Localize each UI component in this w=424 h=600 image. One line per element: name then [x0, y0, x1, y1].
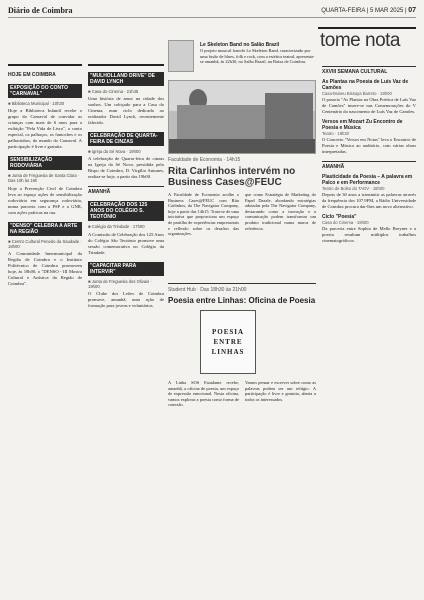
event-text: Uma história de amor na cidade dos sonhos. Um cobiçado para a Casa do Cinema, num ciclo dedicado ao realizador David Lynch, recentemente falecido.	[88, 96, 164, 126]
item-meta: Casa do Cinema · 19h00	[322, 220, 369, 225]
event-meta: ■ Junta de Freguesia de Santa Clara · Das 10h às 16h	[8, 173, 82, 183]
header-date: 5 MAR 2025	[369, 8, 404, 14]
event-meta: ■ Centro Cultural Penedo da Saudade · 18h00	[8, 239, 82, 249]
item-meta: Teatro · 18h30	[322, 131, 350, 136]
promo-image	[168, 40, 194, 72]
section-title: tome nota	[318, 27, 416, 49]
event-text: A Comissão de Celebração dos 125 Anos do Colégio São Teotónio promove uma sessão comemorativa no Colégio da Trindade.	[88, 231, 164, 255]
heading-hoje: HOJE EM COIMBRA	[8, 72, 56, 78]
masthead: Diário de Coimbra	[8, 6, 73, 15]
item-text: O passeio "As Plantas na Obra Poética de Luís Vaz de Camões" insere-se nas Comemorações do V Centenário do nascimento de Luís Vaz de Camões.	[322, 97, 416, 114]
poesia-module	[168, 283, 316, 305]
page-header	[8, 6, 416, 18]
header-day: QUARTA-FEIRA	[321, 8, 366, 14]
column-hoje	[8, 60, 82, 291]
page-number: 07	[408, 7, 416, 14]
item-text: Da parceria entre Sophia de Mello Breyner e a poesia resultam múltiplos trabalhos cinematográficos.	[322, 226, 416, 243]
main-kicker: Faculdade de Economia · 14h15	[168, 157, 241, 163]
event-text: Hoje a Prevenção Civil de Coimbra leva ao espaço ações de sensibilização rodoviária em segurança rodoviária, numa parceria com a PSP e a GNR, com ações práticas na rua.	[8, 185, 82, 215]
item-meta: Casa-Museu Bissaya Barreto · 18h00	[322, 91, 392, 96]
heading-denso: "DENSO" CELEBRA A ARTE NA REGIÃO	[8, 222, 82, 236]
poesia-body-right: Vamos pensar e escrever sobre como as palavras podem ser um refúgio. A participação é livre e gratuita, aberta a todos os interessados.	[245, 380, 316, 402]
item-text: O Concerto "Versos em Notas" leva o Encontro de Poesia e Música ao auditório, com várias obras interpretadas.	[322, 137, 416, 154]
item-title: Plasticidade da Poesia – A palavra em Palco e em Performance	[322, 174, 413, 186]
poesia-poster: POESIA ENTRE LINHAS	[200, 310, 256, 374]
column-semana-cultural	[322, 60, 416, 248]
column-agenda	[88, 60, 164, 313]
item-title: Versos em Mozart Zu Encontro de Poesia e Música	[322, 119, 403, 131]
poesia-body-left: A Linha SOS Estudante recebe, amanhã, a oficina de poesia, um espaço de expressão emocional. Nesta oficina, vamos explorar a poesia como forma de conexão.	[168, 380, 239, 408]
heading-amanha-c4: AMANHÃ	[322, 161, 416, 170]
item-meta: Teatro de Bolso do TAGV · 18h00	[322, 186, 385, 191]
event-meta: ■ Casa do Cinema · 21h45	[88, 89, 164, 94]
promo-text: O projeto musical francês Le Skeleton Band, caracterizado por uma fusão de blues, folk e rock, com a estética teatral, apresenta-se amanhã, às 22h30, no Salão Brazil, na Baixa de Coimbra.	[200, 48, 315, 65]
dateline: QUARTA-FEIRA | 5 MAR 2025 | 07	[321, 7, 416, 14]
main-headline: Rita Carlinhos intervém no Business Cases@FEUC	[168, 166, 296, 188]
promo-box	[168, 40, 316, 76]
heading-amanha: AMANHÃ	[88, 186, 164, 195]
heading-colegio: CELEBRAÇÃO DOS 125 ANOS DO COLÉGIO S. TEOTÓNIO	[88, 201, 164, 221]
poesia-headline: Poesia entre Linhas: Oficina de Poesia	[168, 296, 316, 305]
heading-cinzas: CELEBRAÇÃO DE QUARTA-FEIRA DE CINZAS	[88, 132, 164, 146]
event-text: A celebração de Quarta-feira de cinzas na Igreja da Sé Nova, presidida pelo Bispo de Coimbra, D. Virgílio Antunes, realiza-se hoje, a partir das 19h00.	[88, 156, 164, 180]
item-title: As Plantas na Poesia de Luís Vaz de Camões	[322, 79, 409, 91]
main-body-right: que como Estratégia de Marketing do Papel Dazzle, abordando estratégias adotadas pela The Navigator Company, destacando como a inovação e a comunicação podem transformar um produto tradicional numa marca de referência.	[245, 192, 316, 231]
heading-exposicao: EXPOSIÇÃO DO CONTO "CARNAVAL"	[8, 84, 82, 98]
event-meta: ■ Junta de Freguesia dos Olivais · 19h00	[88, 279, 164, 289]
event-meta: ■ Igreja da Sé Nova · 19h00	[88, 149, 164, 154]
event-meta: ■ Colégio da Trindade · 17h00	[88, 224, 164, 229]
heading-sensibilizacao: SENSIBILIZAÇÃO RODOVIÁRIA	[8, 156, 82, 170]
heading-semana: XXVIII SEMANA CULTURAL	[322, 66, 416, 75]
promo-title: Le Skeleton Band no Salão Brazil	[200, 42, 280, 48]
main-photo	[168, 80, 316, 154]
main-body-left: A Faculdade de Economia acolhe o Business Cases@FEUC com Rita Carlinhos, da The Navigator Company, hoje a partir das 14h15. Trata-se de uma iniciativa que proporciona um espaço de partilha de experiências empresariais e reflexão sobre os desafios das organizações.	[168, 192, 239, 237]
event-text: Hoje a Biblioteca Infantil recebe o grupo do Carnaval de convidar as crianças com mais de 6 anos para a exibição "Pela Vida de Livro", o conto especial, os palhaços, os fantoches e os palhacinhos, do mundo do Carnaval. A participação é livre e gratuita.	[8, 108, 82, 150]
event-meta: ■ Biblioteca Municipal · 10h30	[8, 101, 82, 106]
item-title: Ciclo "Poesia"	[322, 214, 357, 220]
heading-mulholland: "MULHOLLAND DRIVE" DE DAVID LYNCH	[88, 72, 164, 86]
event-text: O Clube dos Leões de Coimbra promove, amanhã, uma ação de formação para jovens e voluntários.	[88, 291, 164, 309]
event-text: A Comunidade Intermunicipal da Região de Coimbra e o Instituto Politécnico de Coimbra promovem hoje, às 18h00, o "DENSO - III Mostra Cultural e Artística da Região de Coimbra".	[8, 251, 82, 287]
heading-capacitar: "CAPACITAR PARA INTERVIR"	[88, 262, 164, 276]
item-text: Depois de 30 anos a transmitir as palavras através da frequência dos 107.9FM, a Rádio Universidade de Coimbra procura dar-lhes um novo alternativo.	[322, 192, 416, 209]
poesia-meta: Student Hub · Das 18h30 às 21h00	[168, 287, 247, 293]
